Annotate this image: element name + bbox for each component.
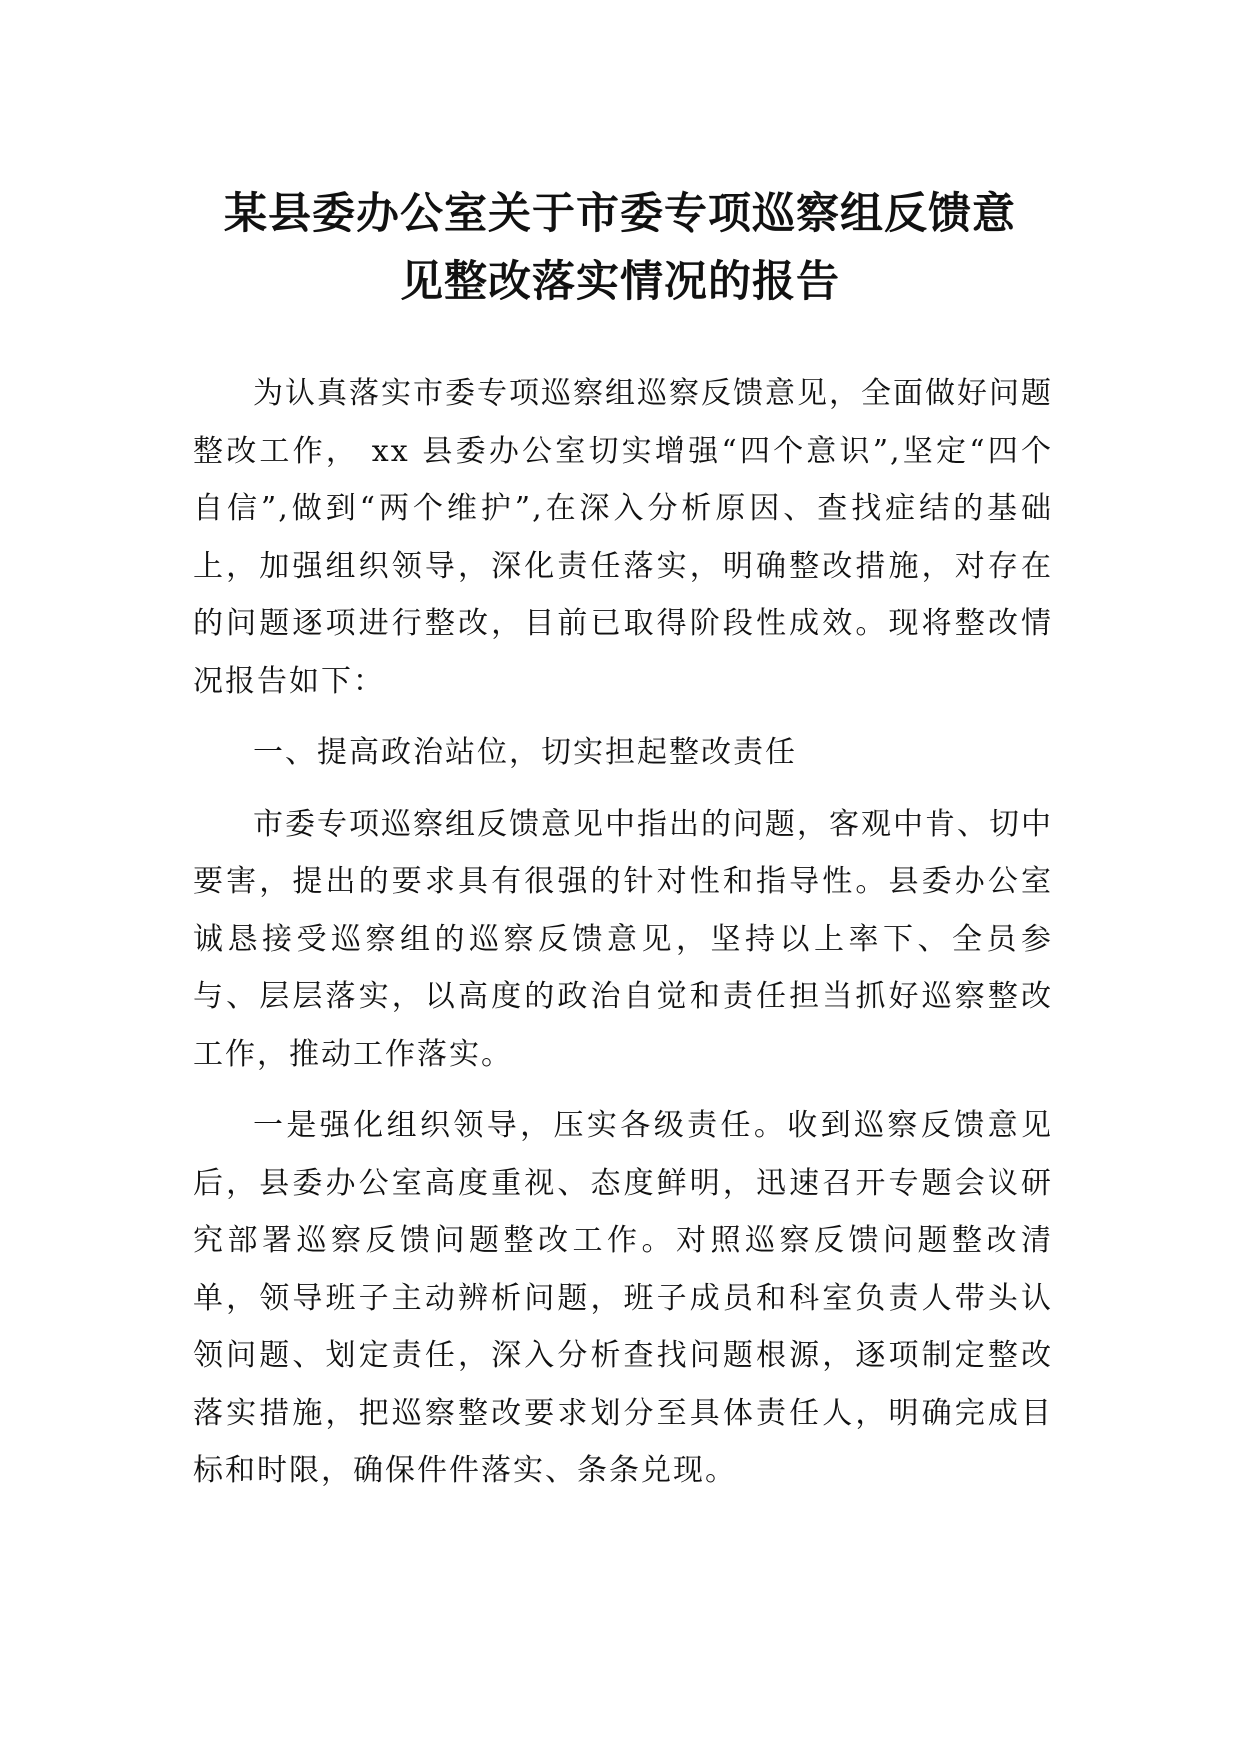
title-line-1: 某县委办公室关于市委专项巡察组反馈意 [224, 189, 1016, 239]
document-title [150, 180, 1090, 316]
section-heading-1: 一、提高政治站位，切实担起整改责任 [253, 735, 797, 770]
section-1-point-1-paragraph: 一是强化组织领导，压实各级责任。收到巡察反馈意见后，县委办公室高度重视、态度鲜明，迅速召开专题会议研究部署巡察反馈问题整改工作。对照巡察反馈问题整改清单，领导班子主动辨析问题，班子成员和科室负责人带头认领问题、划定责任，深入分析查找问题根源，逐项制定整改落实措施，把巡察整改要求划分至具体责任人，明确完成目标和时限，确保件件落实、条条兑现。 [193, 1108, 1053, 1488]
document-body [193, 365, 1053, 1500]
title-line-2: 见整改落实情况的报告 [400, 257, 840, 307]
intro-paragraph: 为认真落实市委专项巡察组巡察反馈意见，全面做好问题整改工作， xx 县委办公室切实增强“四个意识”,坚定“四个自信”,做到“两个维护”,在深入分析原因、查找症结的基础上，加强组织领导，深化责任落实，明确整改措施，对存在的问题逐项进行整改，目前已取得阶段性成效。现将整改情况报告如下： [193, 376, 1053, 699]
section-1-paragraph: 市委专项巡察组反馈意见中指出的问题，客观中肯、切中要害，提出的要求具有很强的针对性和指导性。县委办公室诚恳接受巡察组的巡察反馈意见，坚持以上率下、全员参与、层层落实，以高度的政治自觉和责任担当抓好巡察整改工作，推动工作落实。 [193, 806, 1053, 1072]
